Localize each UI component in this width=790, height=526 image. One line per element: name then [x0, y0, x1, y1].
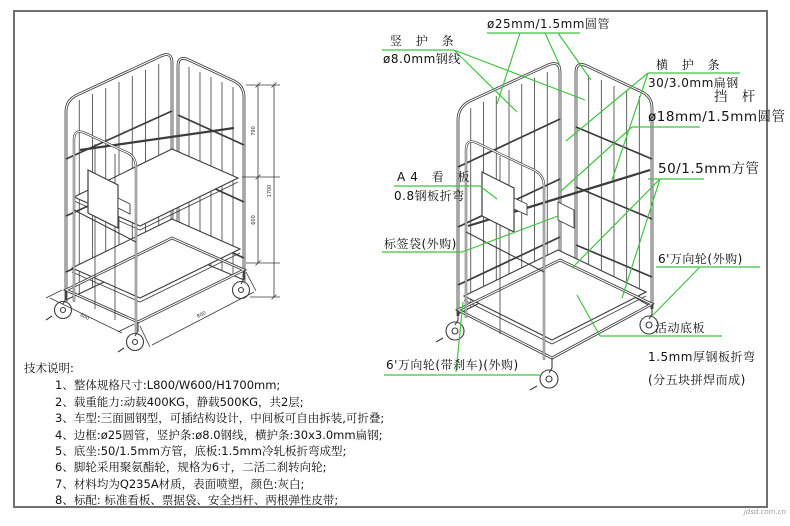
- callout-base-plate-spec1: 1.5mm厚钢板折弯: [648, 350, 756, 364]
- callout-horizontal-guard-spec: 30/3.0mm扁钢: [648, 76, 739, 90]
- note-item-4: 4、边框:ø25圆管，竖护条:ø8.0钢线，横护条:30x3.0mm扁钢;: [55, 427, 383, 442]
- note-item-1: 1、整体规格尺寸:L800/W600/H1700mm;: [55, 378, 281, 393]
- dim-width: 600: [78, 312, 91, 322]
- callout-caster-swivel: 6'万向轮(外购): [658, 252, 743, 266]
- caster-front: [118, 322, 144, 352]
- callout-caster-brake: 6'万向轮(带刹车)(外购): [386, 358, 519, 372]
- callout-horizontal-guard-title: 横 护 条: [656, 58, 725, 72]
- watermark: jdsd.com.cn: [743, 508, 786, 516]
- callout-vertical-guard-title: 竖 护 条: [390, 34, 459, 48]
- callout-kanban-spec: 0.8钢板折弯: [394, 189, 465, 203]
- callout-base-plate-title: 活动底板: [655, 321, 706, 335]
- dim-height-upper: 790: [251, 126, 257, 136]
- caster-front-brake: [530, 358, 558, 390]
- callout-stop-bar-title: 挡 杆: [714, 89, 761, 105]
- callout-round-tube: ø25mm/1.5mm圆管: [487, 17, 610, 31]
- callout-square-tube: 50/1.5mm方管: [658, 161, 760, 177]
- callout-vertical-guard-spec: ø8.0mm钢线: [383, 52, 461, 66]
- left-cart: [46, 55, 250, 352]
- technical-notes: [24, 360, 384, 509]
- note-item-8: 8、标配: 标准看板、票据袋、安全挡杆、两根弹性皮带;: [55, 493, 339, 508]
- note-item-3: 3、车型:三面圆钢型，可插结构设计，中间板可自由拆装,可折叠;: [55, 411, 385, 426]
- callout-label-bag: 标签袋(外购): [384, 237, 457, 251]
- dim-height-lower: 600: [251, 215, 257, 225]
- note-item-5: 5、底坐:50/1.5mm方管，底板:1.5mm冷轧板折弯成型;: [55, 444, 347, 459]
- callout-base-plate-spec2: (分五块拼焊而成): [648, 373, 746, 387]
- right-cart: [436, 64, 658, 390]
- dim-length: 800: [195, 310, 208, 320]
- note-item-7: 7、材料均为Q235A材质，表面喷塑，颜色:灰白;: [55, 476, 305, 491]
- callout-kanban-title: A4 看 板: [397, 170, 475, 184]
- callout-stop-bar-spec: ø18mm/1.5mm圆管: [648, 109, 786, 125]
- note-item-2: 2、载重能力:动载400KG，静载500KG，共2层;: [55, 394, 304, 409]
- caster-left: [46, 290, 72, 320]
- dim-height-total: 1700: [267, 184, 273, 198]
- note-item-6: 6、脚轮采用聚氨酯轮，规格为6寸，二活二刹转向轮;: [55, 460, 327, 475]
- notes-title: 技术说明:: [24, 361, 74, 375]
